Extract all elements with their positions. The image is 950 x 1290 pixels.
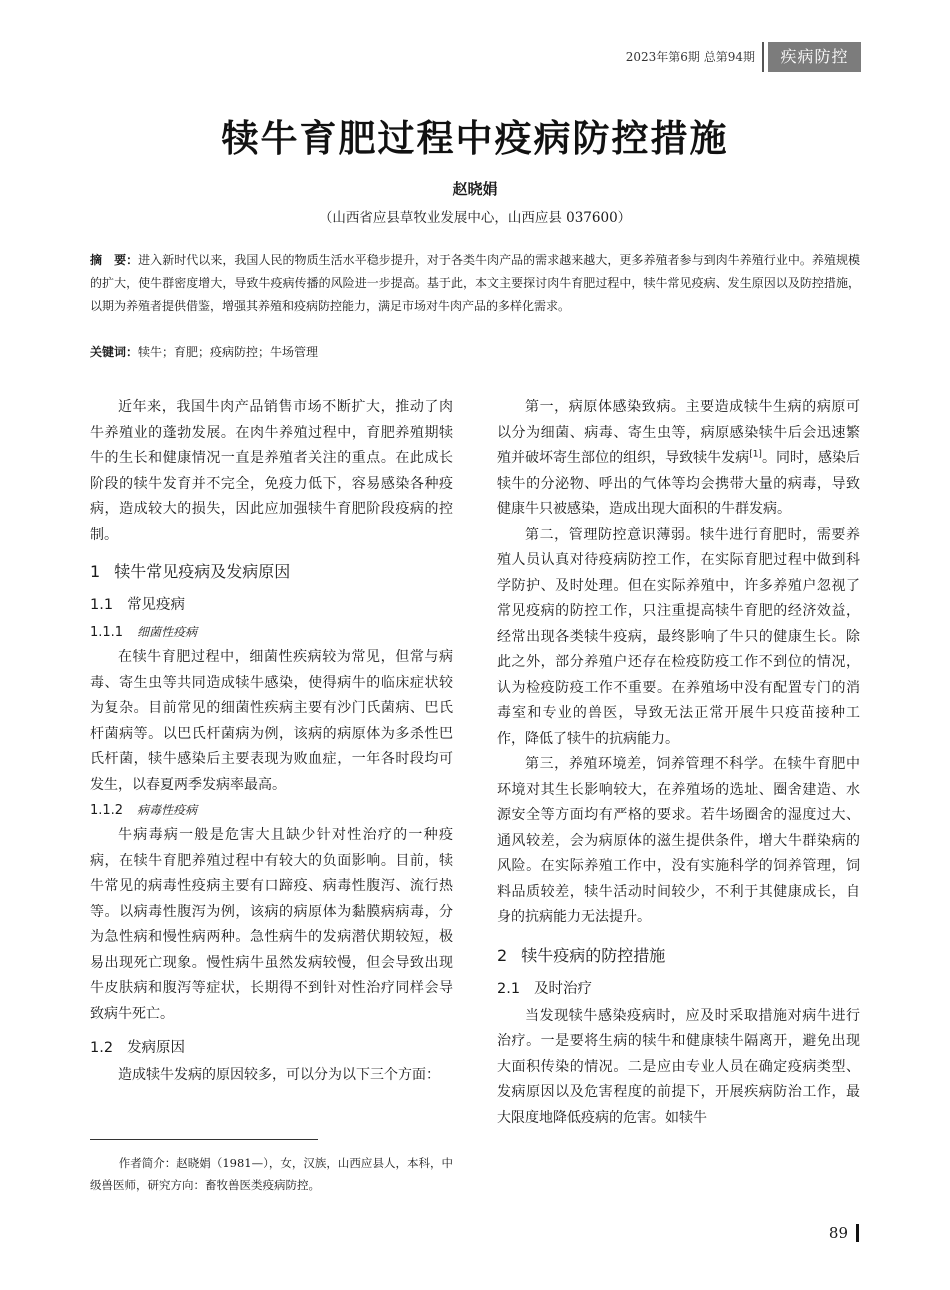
- section-title: 犊牛疫病的防控措施: [521, 945, 666, 965]
- section-number: 1.1.1: [90, 625, 124, 640]
- section-number: 2: [497, 945, 508, 965]
- footnote-rule: [90, 1139, 318, 1140]
- bacterial-paragraph: 在犊牛育肥过程中，细菌性疾病较为常见，但常与病毒、寄生虫等共同造成犊牛感染，使得病牛的临床症状较为复杂。目前常见的细菌性疾病主要有沙门氏菌病、巴氏杆菌病等。以巴氏杆菌病为例，该病的病原体为多杀性巴氏杆菌，犊牛感染后主要表现为败血症，一年各时段均可发生，以春夏两季发病率最高。: [90, 649, 453, 793]
- section-number: 1.1.2: [90, 803, 124, 818]
- page-number: 89: [828, 1224, 848, 1242]
- section-2-1-heading: [497, 977, 860, 1001]
- author-name: 赵晓娟: [452, 180, 498, 198]
- intro-paragraph: 近年来，我国牛肉产品销售市场不断扩大，推动了肉牛养殖业的蓬勃发展。在肉牛养殖过程中，育肥养殖期犊牛的生长和健康情况一直是养殖者关注的重点。在此成长阶段的犊牛发育并不完全，免疫力低下，容易感染各种疫病，造成较大的损失，因此应加强犊牛育肥阶段疫病的控制。: [90, 399, 453, 543]
- abstract-text: 进入新时代以来，我国人民的物质生活水平稳步提升，对于各类牛肉产品的需求越来越大，更多养殖者参与到肉牛养殖行业中。养殖规模的扩大，使牛群密度增大，导致牛疫病传播的风险进一步提高。基于此，本文主要探讨肉牛育肥过程中，犊牛常见疫病、发生原因以及防控措施，以期为养殖者提供借鉴，增强其养殖和疫病防控能力，满足市场对牛肉产品的多样化需求。: [90, 253, 860, 313]
- section-1-2-heading: [90, 1036, 453, 1060]
- author-affiliation: （山西省应县草牧业发展中心，山西应县 037600）: [318, 210, 632, 226]
- section-2-heading: [497, 944, 860, 968]
- header-divider: [762, 42, 764, 72]
- section-1-1-1-heading: [90, 620, 453, 645]
- cause-second-paragraph: 第二，管理防控意识薄弱。犊牛进行育肥时，需要养殖人员认真对待疫病防控工作，在实际育肥过程中做到科学防护、及时处理。但在实际养殖中，许多养殖户忽视了常见疫病的防控工作，只注重提高犊牛育肥的经济效益，经常出现各类犊牛疫病，最终影响了牛只的健康生长。除此之外，部分养殖户还存在检疫防疫工作不到位的情况，认为检疫防疫工作不重要。在养殖场中没有配置专门的消毒室和专业的兽医，导致无法正常开展牛只疫苗接种工作，降低了犊牛的抗病能力。: [497, 526, 860, 747]
- section-title: 病毒性疫病: [137, 803, 198, 817]
- section-badge: 疾病防控: [768, 42, 861, 72]
- journal-issue: 2023年第6期 总第94期: [625, 50, 755, 64]
- section-title: 犊牛常见疫病及发病原因: [114, 562, 291, 581]
- right-column: [497, 395, 860, 1131]
- causes-intro-paragraph: 造成犊牛发病的原因较多，可以分为以下三个方面：: [118, 1067, 440, 1083]
- section-1-1-heading: [90, 593, 453, 617]
- treatment-paragraph: 当发现犊牛感染疫病时，应及时采取措施对病牛进行治疗。一是要将生病的犊牛和健康犊牛隔离开，避免出现大面积传染的情况。二是应由专业人员在确定疫病类型、发病原因以及危害程度的前提下，开展疾病防治工作，最大限度地降低疫病的危害。如犊牛: [497, 1007, 860, 1126]
- citation-ref: [1]: [749, 449, 762, 460]
- author-footnote: 作者简介：赵晓娟（1981—），女，汉族，山西应县人，本科，中级兽医师，研究方向：畜牧兽医类疫病防控。: [90, 1156, 453, 1192]
- section-1-heading: [90, 560, 453, 584]
- cause-first-text: 第一，病原体感染致病。主要造成犊牛生病的病原可以分为细菌、病毒、寄生虫等，病原感染犊牛后会迅速繁殖并破坏寄生部位的组织，导致犊牛发病: [497, 399, 860, 466]
- section-number: 1.1: [90, 597, 114, 613]
- abstract: [90, 249, 860, 318]
- section-title: 常见疫病: [127, 597, 186, 613]
- page-number-bar: [856, 1224, 859, 1242]
- section-1-1-2-heading: [90, 798, 453, 823]
- section-title: 细菌性疫病: [137, 625, 198, 639]
- cause-first-paragraph: [497, 395, 860, 523]
- article-title: 犊牛育肥过程中疫病防控措施: [221, 117, 729, 160]
- keywords-text: 犊牛；育肥；疫病防控；牛场管理: [138, 345, 319, 359]
- section-title: 发病原因: [127, 1040, 186, 1056]
- section-title: 及时治疗: [534, 980, 593, 997]
- cause-first-tail: 。同时，感染后犊牛的分泌物、呼出的气体等均会携带大量的病毒，导致健康牛只被感染，造成出现大面积的牛群发病。: [497, 450, 861, 517]
- cause-third-paragraph: 第三，养殖环境差，饲养管理不科学。在犊牛育肥中环境对其生长影响较大，在养殖场的选址、圈舍建造、水源安全等方面均有严格的要求。若牛场圈舍的湿度过大、通风较差，会为病原体的滋生提供条件，增大牛群染病的风险。在实际养殖工作中，没有实施科学的饲养管理，饲料品质较差，犊牛活动时间较少，不利于其健康成长，自身的抗病能力无法提升。: [497, 756, 860, 925]
- viral-paragraph: 牛病毒病一般是危害大且缺少针对性治疗的一种疫病，在犊牛育肥养殖过程中有较大的负面影响。目前，犊牛常见的病毒性疫病主要有口蹄疫、病毒性腹泻、流行热等。以病毒性腹泻为例，该病的病原体为黏膜病病毒，分为急性病和慢性病两种。急性病牛的发病潜伏期较短，极易出现死亡现象。慢性病牛虽然发病较慢，但会导致出现牛皮肤病和腹泻等症状，长期得不到针对性治疗同样会导致病牛死亡。: [90, 827, 453, 1022]
- left-column: [90, 395, 453, 1089]
- keywords-label: 关键词：: [90, 345, 139, 359]
- section-number: 1: [90, 562, 101, 581]
- section-number: 2.1: [497, 980, 521, 997]
- section-number: 1.2: [90, 1040, 114, 1056]
- keywords: [90, 341, 860, 364]
- abstract-label: 摘 要：: [90, 253, 139, 267]
